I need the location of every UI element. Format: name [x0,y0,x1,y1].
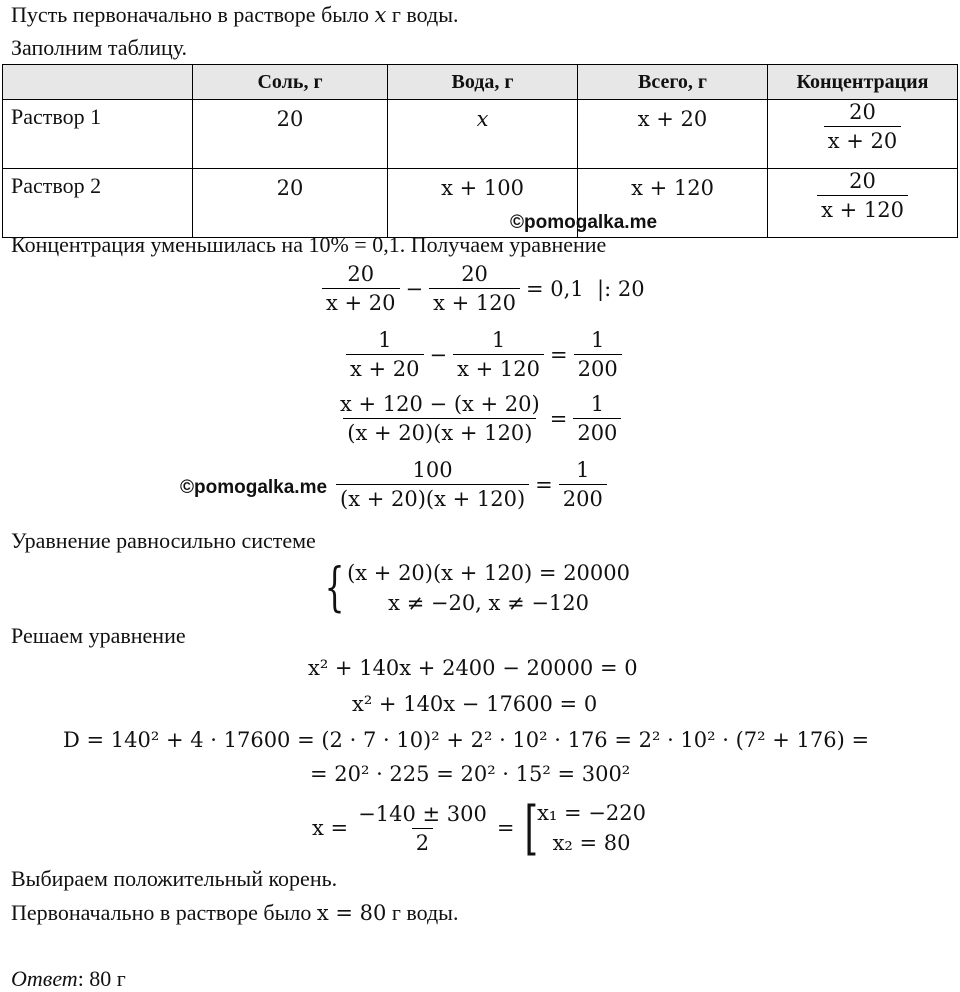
table-header-water: Вода, г [388,65,578,100]
system-line-1: (x + 20)(x + 120) = 20000 [347,561,630,585]
cell-water: x + 100 [388,169,578,238]
cell-salt: 20 [193,100,388,169]
table-row [3,100,958,169]
root-2: x₂ = 80 [552,831,631,855]
row-label: Раствор 2 [3,169,193,238]
roots-equation: x = $\frac{-140 \pm 300}{2}$ = [ x₁ = −220 x₂ = 80 [312,794,646,862]
cell-total: x + 20 [578,100,768,169]
solutions-table [2,64,958,238]
discriminant-line-2: = 20² · 225 = 20² · 15² = 300² [310,762,631,786]
system-text: Уравнение равносильно системе [11,528,316,553]
table-row [3,169,958,238]
intro-line-1: Пусть первоначально в растворе было x г воды. [11,2,459,27]
choose-text: Выбираем положительный корень. [11,866,338,891]
solve-text: Решаем уравнение [11,623,186,648]
cell-salt: 20 [193,169,388,238]
cell-concentration [768,100,958,169]
concentration-fraction: $\frac{20}{x + 20}$ [824,100,902,153]
table-header-total: Всего, г [578,65,768,100]
table-header-row [3,65,958,100]
table-header-concentration: Концентрация [768,65,958,100]
table-header-empty [3,65,193,100]
system-line-2: x ≠ −20, x ≠ −120 [388,591,590,615]
concentration-text: Концентрация уменьшилась на 10% = 0,1. Получаем уравнение [11,232,607,257]
quadratic-line-1: x² + 140x + 2400 − 20000 = 0 [308,656,638,680]
answer-value: : 80 г [77,966,126,991]
conclusion-text: Первоначально в растворе было x = 80 г воды. [11,900,459,925]
equation-2: $\frac{1}{x + 20}$ − $\frac{1}{x + 120}$ = $\frac{1}{200}$ [346,328,622,381]
intro-line-2: Заполним таблицу. [11,35,188,60]
watermark: ©pomogalka.me [510,212,658,233]
quadratic-line-2: x² + 140x − 17600 = 0 [352,692,598,716]
concentration-fraction: $\frac{20}{x + 120}$ [817,169,908,222]
bracket-symbol: [ [524,794,539,862]
cell-total: x + 120 [578,169,768,238]
cell-water: x [388,100,578,169]
brace-symbol: { [324,558,345,618]
equation-3: $\frac{x + 120 - (x + 20)}{(x + 20)(x + 120)}$ = $\frac{1}{200}$ [336,392,621,445]
answer [11,966,126,992]
answer-label: Ответ [11,966,78,991]
watermark: ©pomogalka.me [180,477,328,498]
root-1: x₁ = −220 [537,801,646,825]
row-label: Раствор 1 [3,100,193,169]
cell-concentration [768,169,958,238]
equation-system [318,558,630,618]
equation-4: $\frac{100}{(x + 20)(x + 120)}$ = $\frac{1}{200}$ [336,458,607,511]
equation-1: $\frac{20}{x + 20}$ − $\frac{20}{x + 120}$ = 0,1 |: 20 [322,262,651,315]
discriminant-line-1: D = 140² + 4 · 17600 = (2 · 7 · 10)² + 2² · 10² · 176 = 2² · 10² · (7² + 176) = [63,728,870,752]
table-header-salt: Соль, г [193,65,388,100]
